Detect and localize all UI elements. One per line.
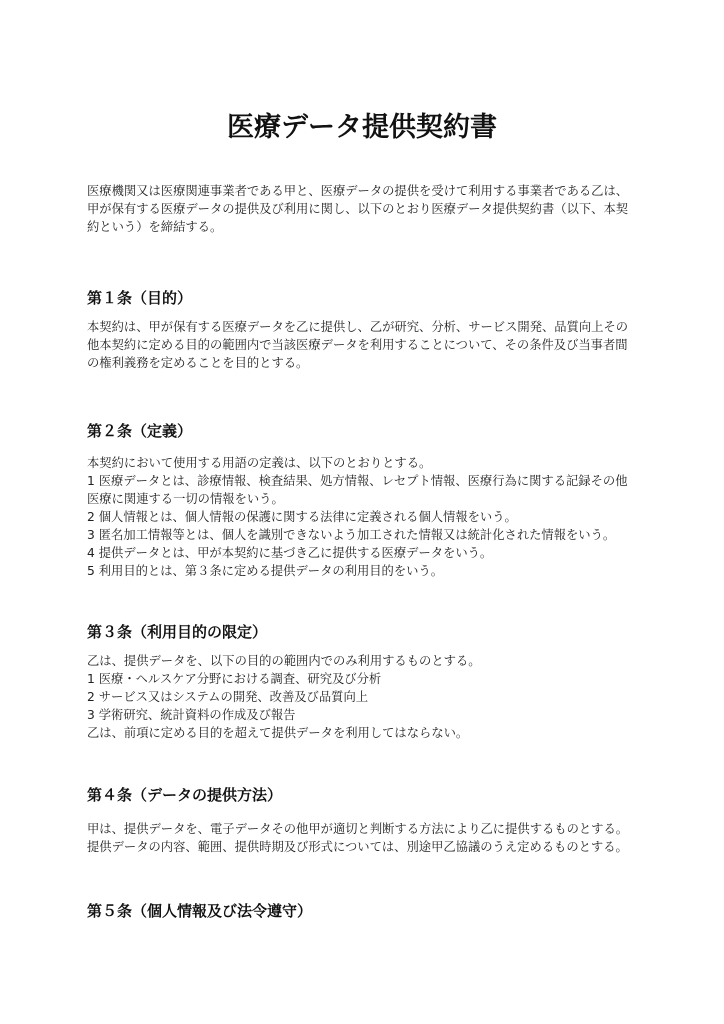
article-2-heading: 第２条（定義） — [87, 422, 193, 440]
paragraph-line: 医療機関又は医療関連事業者である甲と、医療データの提供を受けて利用する事業者である乙は、 — [87, 184, 629, 198]
article-3-heading: 第３条（利用目的の限定） — [87, 623, 268, 641]
paragraph-line: 本契約は、甲が保有する医療データを乙に提供し、乙が研究、分析、サービス開発、品質向上その — [87, 320, 629, 334]
paragraph-line: 甲が保有する医療データの提供及び利用に関し、以下のとおり医療データ提供契約書（以下、本契 — [87, 202, 629, 216]
article-1-heading: 第１条（目的） — [87, 289, 193, 307]
paragraph-line: 医療に関連する一切の情報をいう。 — [87, 492, 284, 506]
paragraph-line: 提供データの内容、範囲、提供時期及び形式については、別途甲乙協議のうえ定めるものとする。 — [87, 840, 628, 854]
article-4-body — [87, 820, 647, 856]
paragraph-line: の権利義務を定めることを目的とする。 — [87, 356, 309, 370]
article-2-body — [87, 454, 647, 580]
article-3-body — [87, 652, 647, 742]
definition-item: 1 医療データとは、診療情報、検査結果、処方情報、レセプト情報、医療行為に関する記録その他 — [87, 474, 628, 488]
article-4-heading: 第４条（データの提供方法） — [87, 786, 283, 804]
paragraph-line: 他本契約に定める目的の範囲内で当該医療データを利用することについて、その条件及び当事者間 — [87, 338, 628, 352]
article-1-body — [87, 318, 647, 372]
document-title: 医療データ提供契約書 — [227, 112, 497, 143]
paragraph-line: 本契約において使用する用語の定義は、以下のとおりとする。 — [87, 456, 432, 470]
paragraph-line: 乙は、前項に定める目的を超えて提供データを利用してはならない。 — [87, 726, 469, 740]
definition-item: 4 提供データとは、甲が本契約に基づき乙に提供する医療データをいう。 — [87, 546, 493, 560]
article-5-heading: 第５条（個人情報及び法令遵守） — [87, 902, 313, 920]
intro-paragraph — [87, 182, 647, 236]
purpose-item: 3 学術研究、統計資料の作成及び報告 — [87, 708, 296, 722]
definition-item: 3 匿名加工情報等とは、個人を識別できないよう加工された情報又は統計化された情報をいう。 — [87, 528, 616, 542]
definition-item: 2 個人情報とは、個人情報の保護に関する法律に定義される個人情報をいう。 — [87, 510, 517, 524]
paragraph-line: 甲は、提供データを、電子データその他甲が適切と判断する方法により乙に提供するものとする。 — [87, 822, 629, 836]
paragraph-line: 約という）を締結する。 — [87, 220, 223, 234]
purpose-item: 2 サービス又はシステムの開発、改善及び品質向上 — [87, 690, 369, 704]
definition-item: 5 利用目的とは、第３条に定める提供データの利用目的をいう。 — [87, 564, 444, 578]
purpose-item: 1 医療・ヘルスケア分野における調査、研究及び分析 — [87, 672, 382, 686]
paragraph-line: 乙は、提供データを、以下の目的の範囲内でのみ利用するものとする。 — [87, 654, 481, 668]
